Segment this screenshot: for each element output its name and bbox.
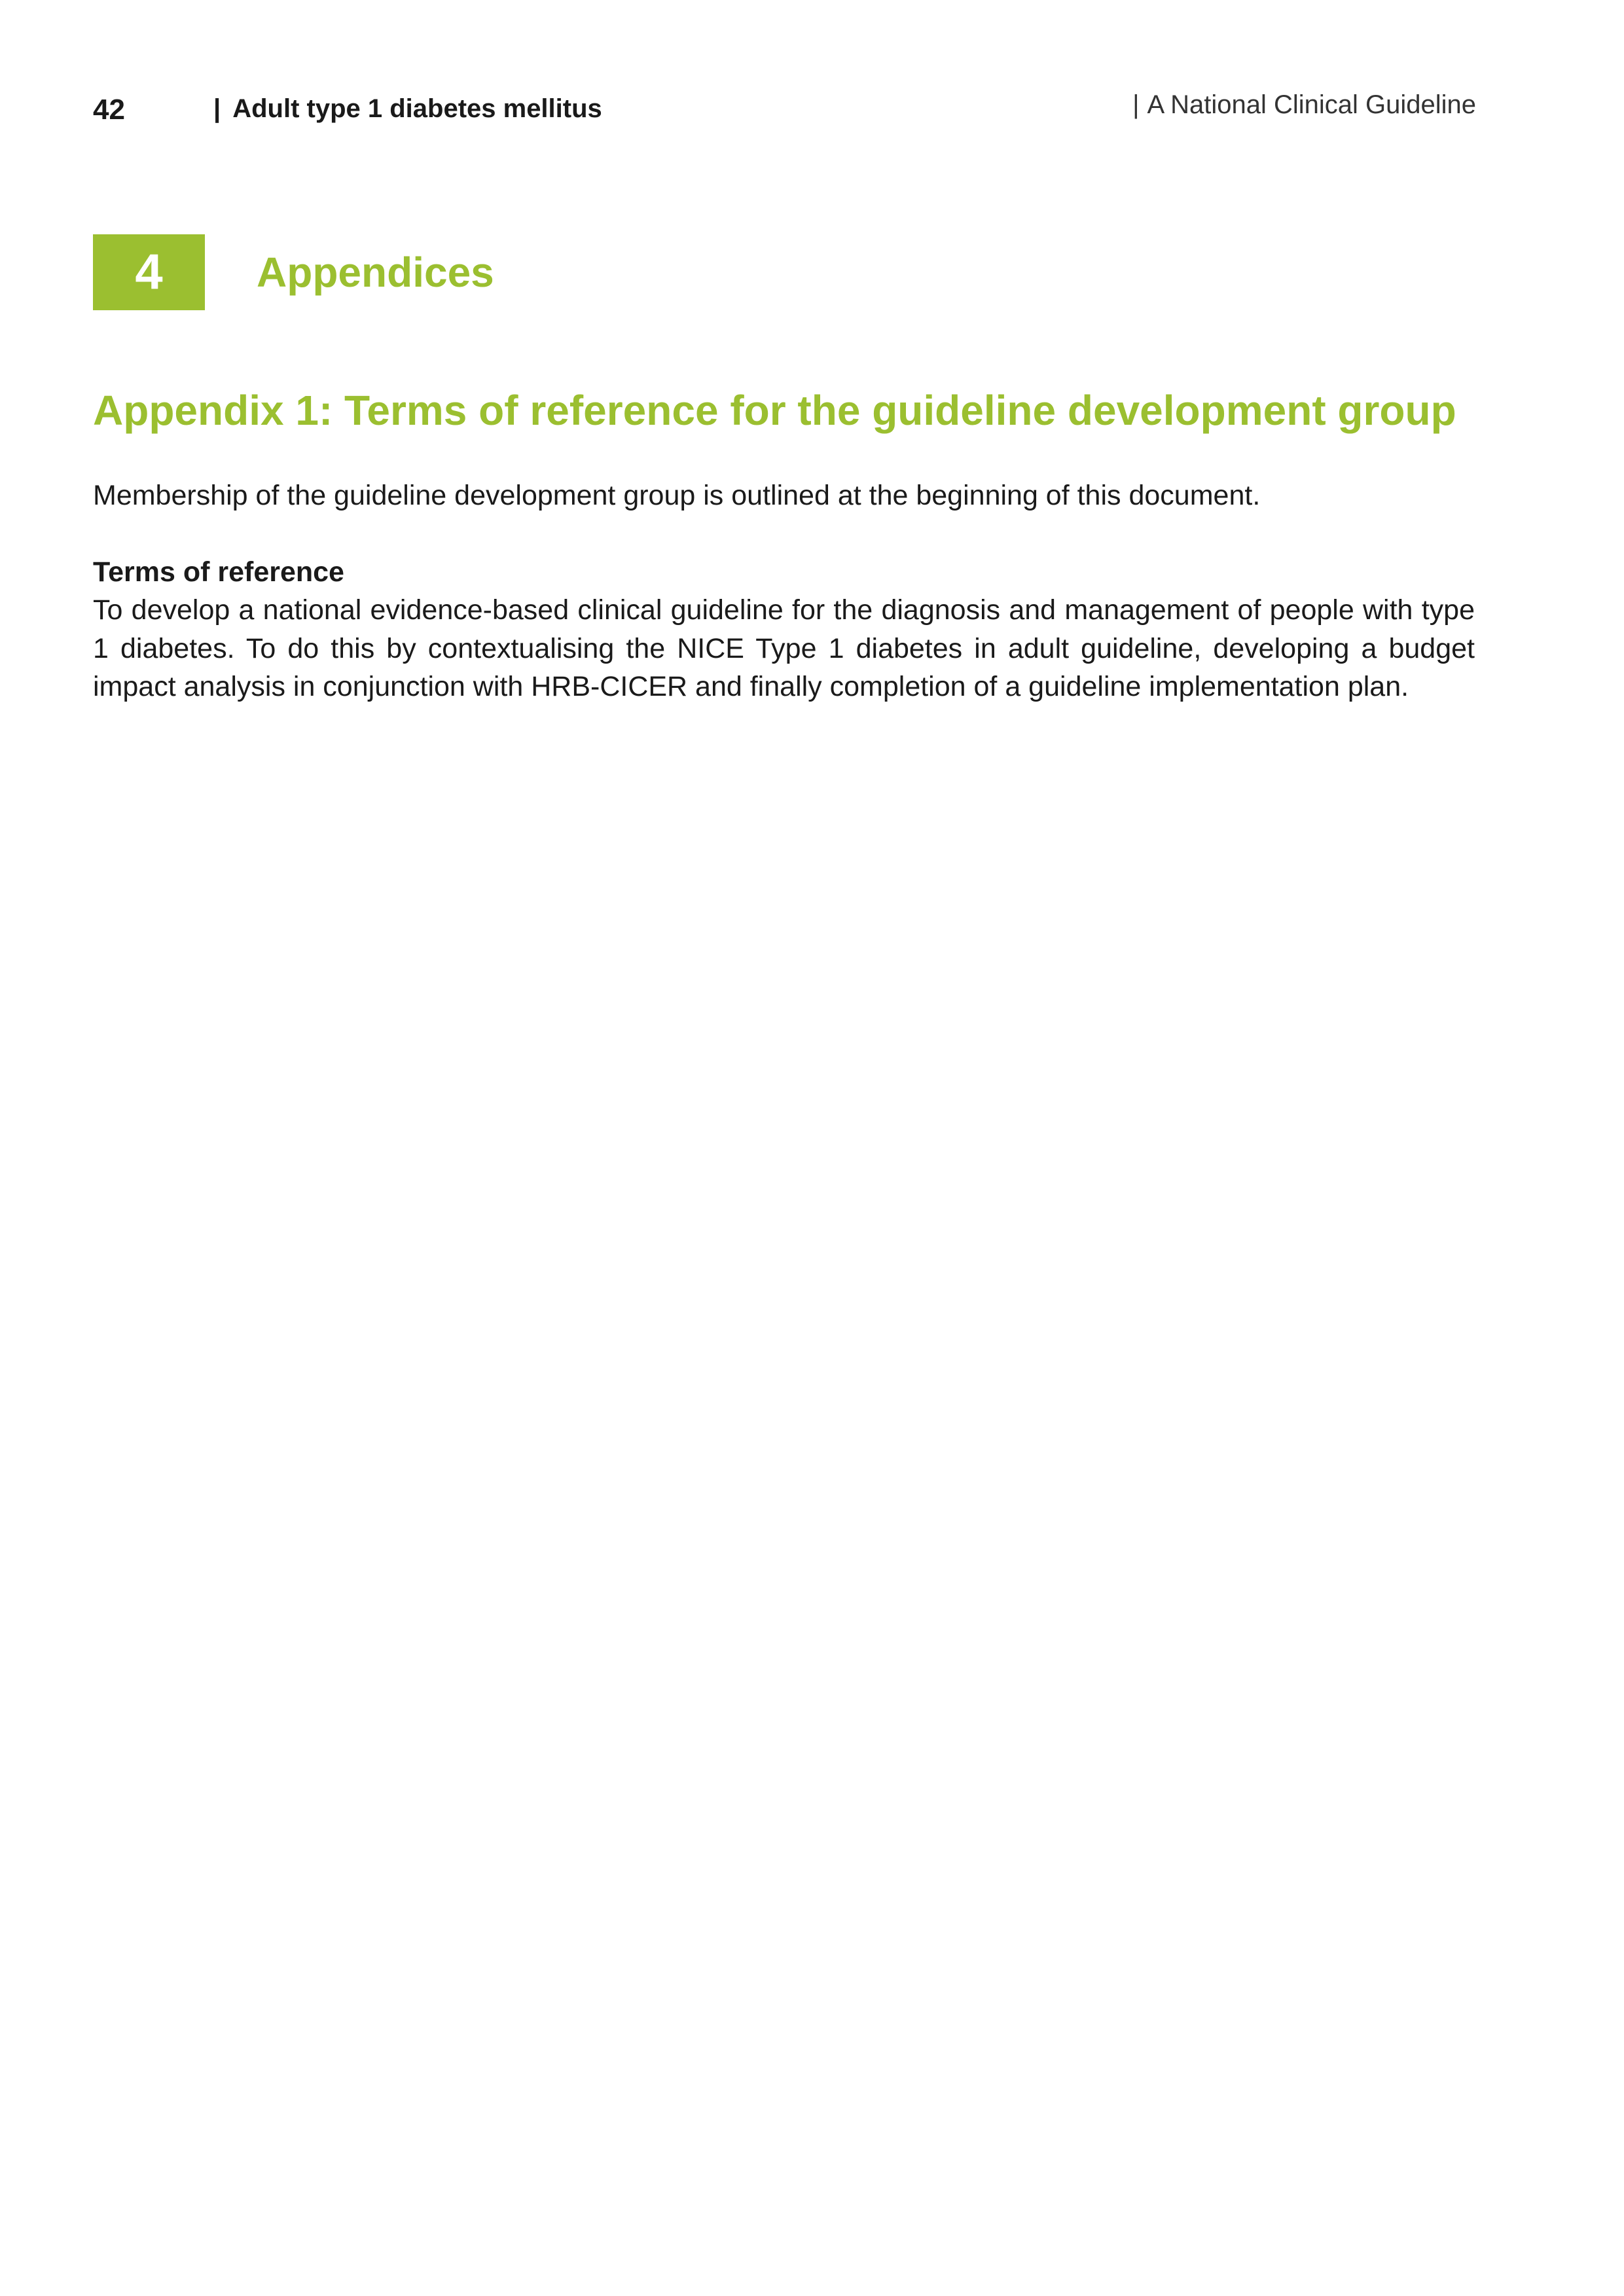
series-title (1132, 92, 1476, 118)
chapter-number-badge: 4 (93, 234, 205, 310)
appendix-heading: Appendix 1: Terms of reference for the guideline development group (93, 387, 1456, 434)
page-number: 42 (93, 94, 125, 126)
series-separator: | (1132, 90, 1140, 119)
terms-of-reference-body: To develop a national evidence-based clinical guideline for the diagnosis and management of people with type 1 diabetes. To do this by contextualising the NICE Type 1 diabetes in adult guideline, developing a budget impact analysis in conjunction with HRB-CICER and finally completion of a guideline implementation plan. (93, 594, 1475, 702)
chapter-title: Appendices (257, 249, 494, 296)
header-separator: | (213, 94, 221, 123)
running-title (213, 96, 602, 122)
terms-of-reference-heading: Terms of reference (93, 556, 344, 588)
series-title-text: A National Clinical Guideline (1147, 90, 1476, 119)
running-title-text: Adult type 1 diabetes mellitus (232, 94, 602, 123)
intro-paragraph: Membership of the guideline development group is outlined at the beginning of this document. (93, 480, 1261, 511)
